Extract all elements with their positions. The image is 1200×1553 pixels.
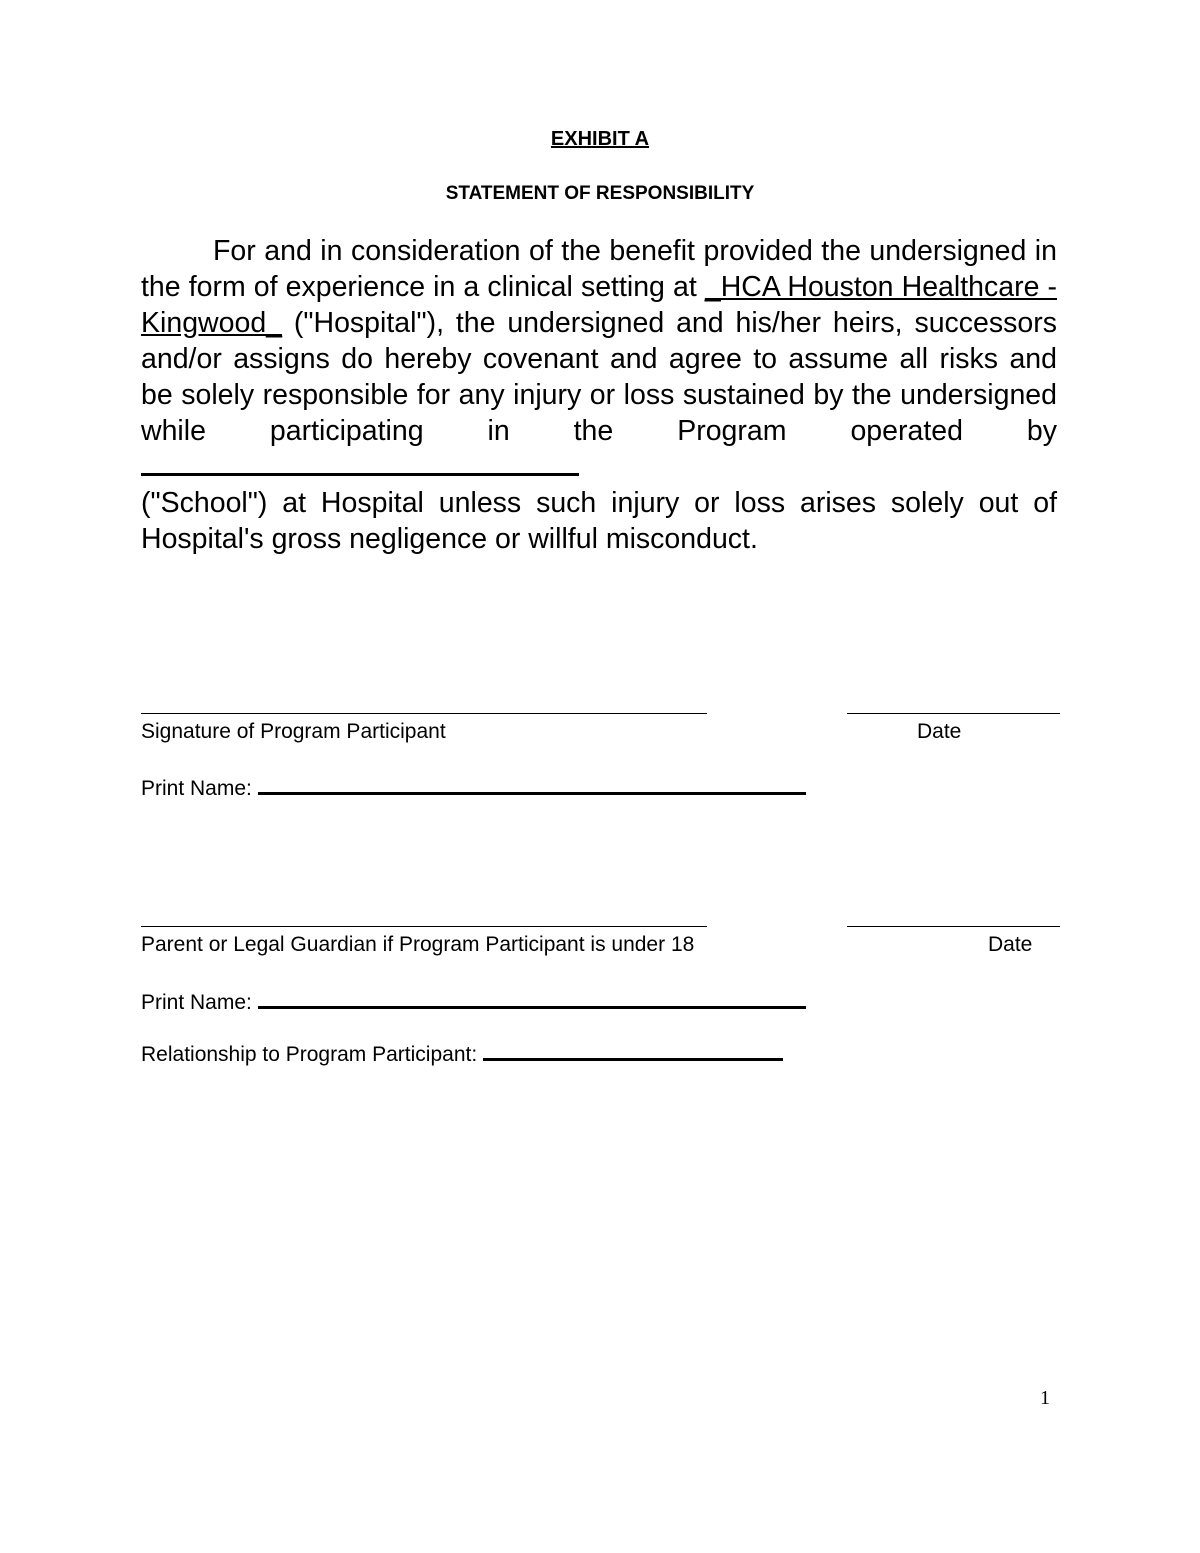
guardian-signature-line[interactable] [141,926,707,927]
guardian-relationship [141,1040,783,1067]
page-number: 1 [1040,1387,1050,1409]
statement-paragraph [141,233,1057,485]
guardian-date-label: Date [988,933,1033,956]
participant-print-name-line[interactable] [258,774,806,795]
participant-date-line[interactable] [847,713,1060,714]
statement-title: STATEMENT OF RESPONSIBILITY [445,183,755,204]
guardian-relationship-line[interactable] [483,1040,783,1061]
guardian-relationship-label: Relationship to Program Participant: [141,1043,478,1066]
body-part-2: ("Hospital"), the undersigned and his/her heirs, successors and/or assigns do hereby covenant and agree to assume all risks and be solely responsible for any injury or loss sustained by the undersigned while participating in the Program operated by [141,307,1057,447]
hospital-name: _HCA Houston Healthcare - Kingwood_ [141,271,1058,339]
participant-print-name [141,774,806,801]
statement-body [141,233,1057,557]
guardian-date-line[interactable] [847,926,1060,927]
participant-print-name-label: Print Name: [141,777,252,800]
guardian-print-name-label: Print Name: [141,991,252,1014]
guardian-signature-label: Parent or Legal Guardian if Program Participant is under 18 [141,933,695,956]
exhibit-title: EXHIBIT A [550,128,650,150]
guardian-print-name [141,988,806,1015]
body-part-3: ("School") at Hospital unless such injury or loss arises solely out of Hospital's gross negligence or willful misconduct. [141,487,1057,555]
body-part-1: For and in consideration of the benefit provided the undersigned in the form of experience in a clinical setting at [141,235,1057,303]
school-name-blank[interactable] [141,453,579,476]
guardian-print-name-line[interactable] [258,988,806,1009]
participant-signature-label: Signature of Program Participant [141,720,446,743]
participant-signature-line[interactable] [141,713,707,714]
participant-date-label: Date [917,720,962,743]
statement-paragraph-end [141,485,1057,557]
